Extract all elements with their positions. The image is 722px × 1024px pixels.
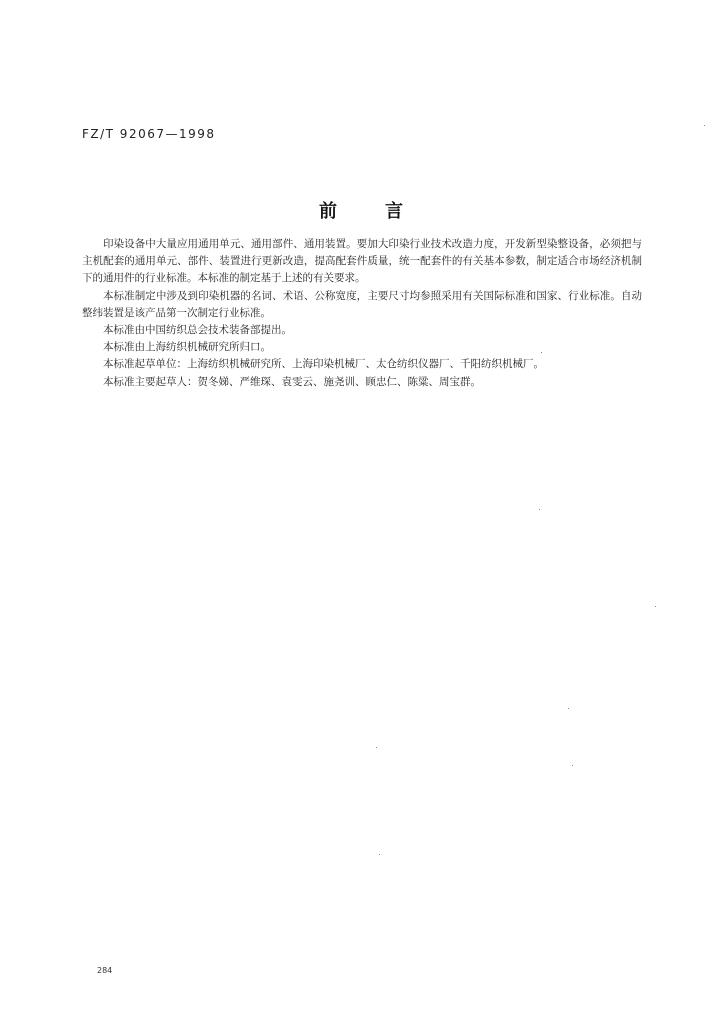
paragraph: 本标准由中国纺织总会技术装备部提出。 — [103, 324, 292, 337]
scan-speck — [655, 606, 656, 607]
paragraph: 本标准由上海纺织机械研究所归口。 — [103, 341, 271, 354]
scan-speck — [376, 747, 377, 748]
paragraph: 本标准起草单位：上海纺织机械研究所、上海印染机械厂、太仓纺织仪器厂、千阳纺织机械厂。 — [103, 358, 544, 371]
scan-speck — [704, 125, 705, 126]
preface-body — [82, 236, 642, 391]
page-title: 前言 — [319, 201, 451, 222]
paragraph: 印染设备中大量应用通用单元、通用部件、通用装置。要加大印染行业技术改造力度，开发新型染整设备，必须把与主机配套的通用单元、部件、装置进行更新改造，提高配套件质量，统一配套件的有关基本参数，制定适合市场经济机制下的通用件的行业标准。本标准的制定基于上述的有关要求。 — [82, 238, 642, 285]
scan-speck — [379, 854, 380, 855]
scan-speck — [568, 708, 569, 709]
page-number: 284 — [97, 966, 113, 975]
standard-code: FZ/T 92067—1998 — [82, 127, 216, 141]
paragraph: 本标准主要起草人：贺冬娣、严维琛、袁雯云、施尧训、顾忠仁、陈粱、周宝群。 — [103, 375, 481, 388]
paragraph: 本标准制定中涉及到印染机器的名词、术语、公称宽度，主要尺寸均参照采用有关国际标准和国家、行业标准。自动整纬装置是该产品第一次制定行业标准。 — [82, 289, 642, 319]
scan-speck — [539, 509, 540, 510]
scan-speck — [572, 765, 573, 766]
scan-speck — [541, 352, 542, 353]
